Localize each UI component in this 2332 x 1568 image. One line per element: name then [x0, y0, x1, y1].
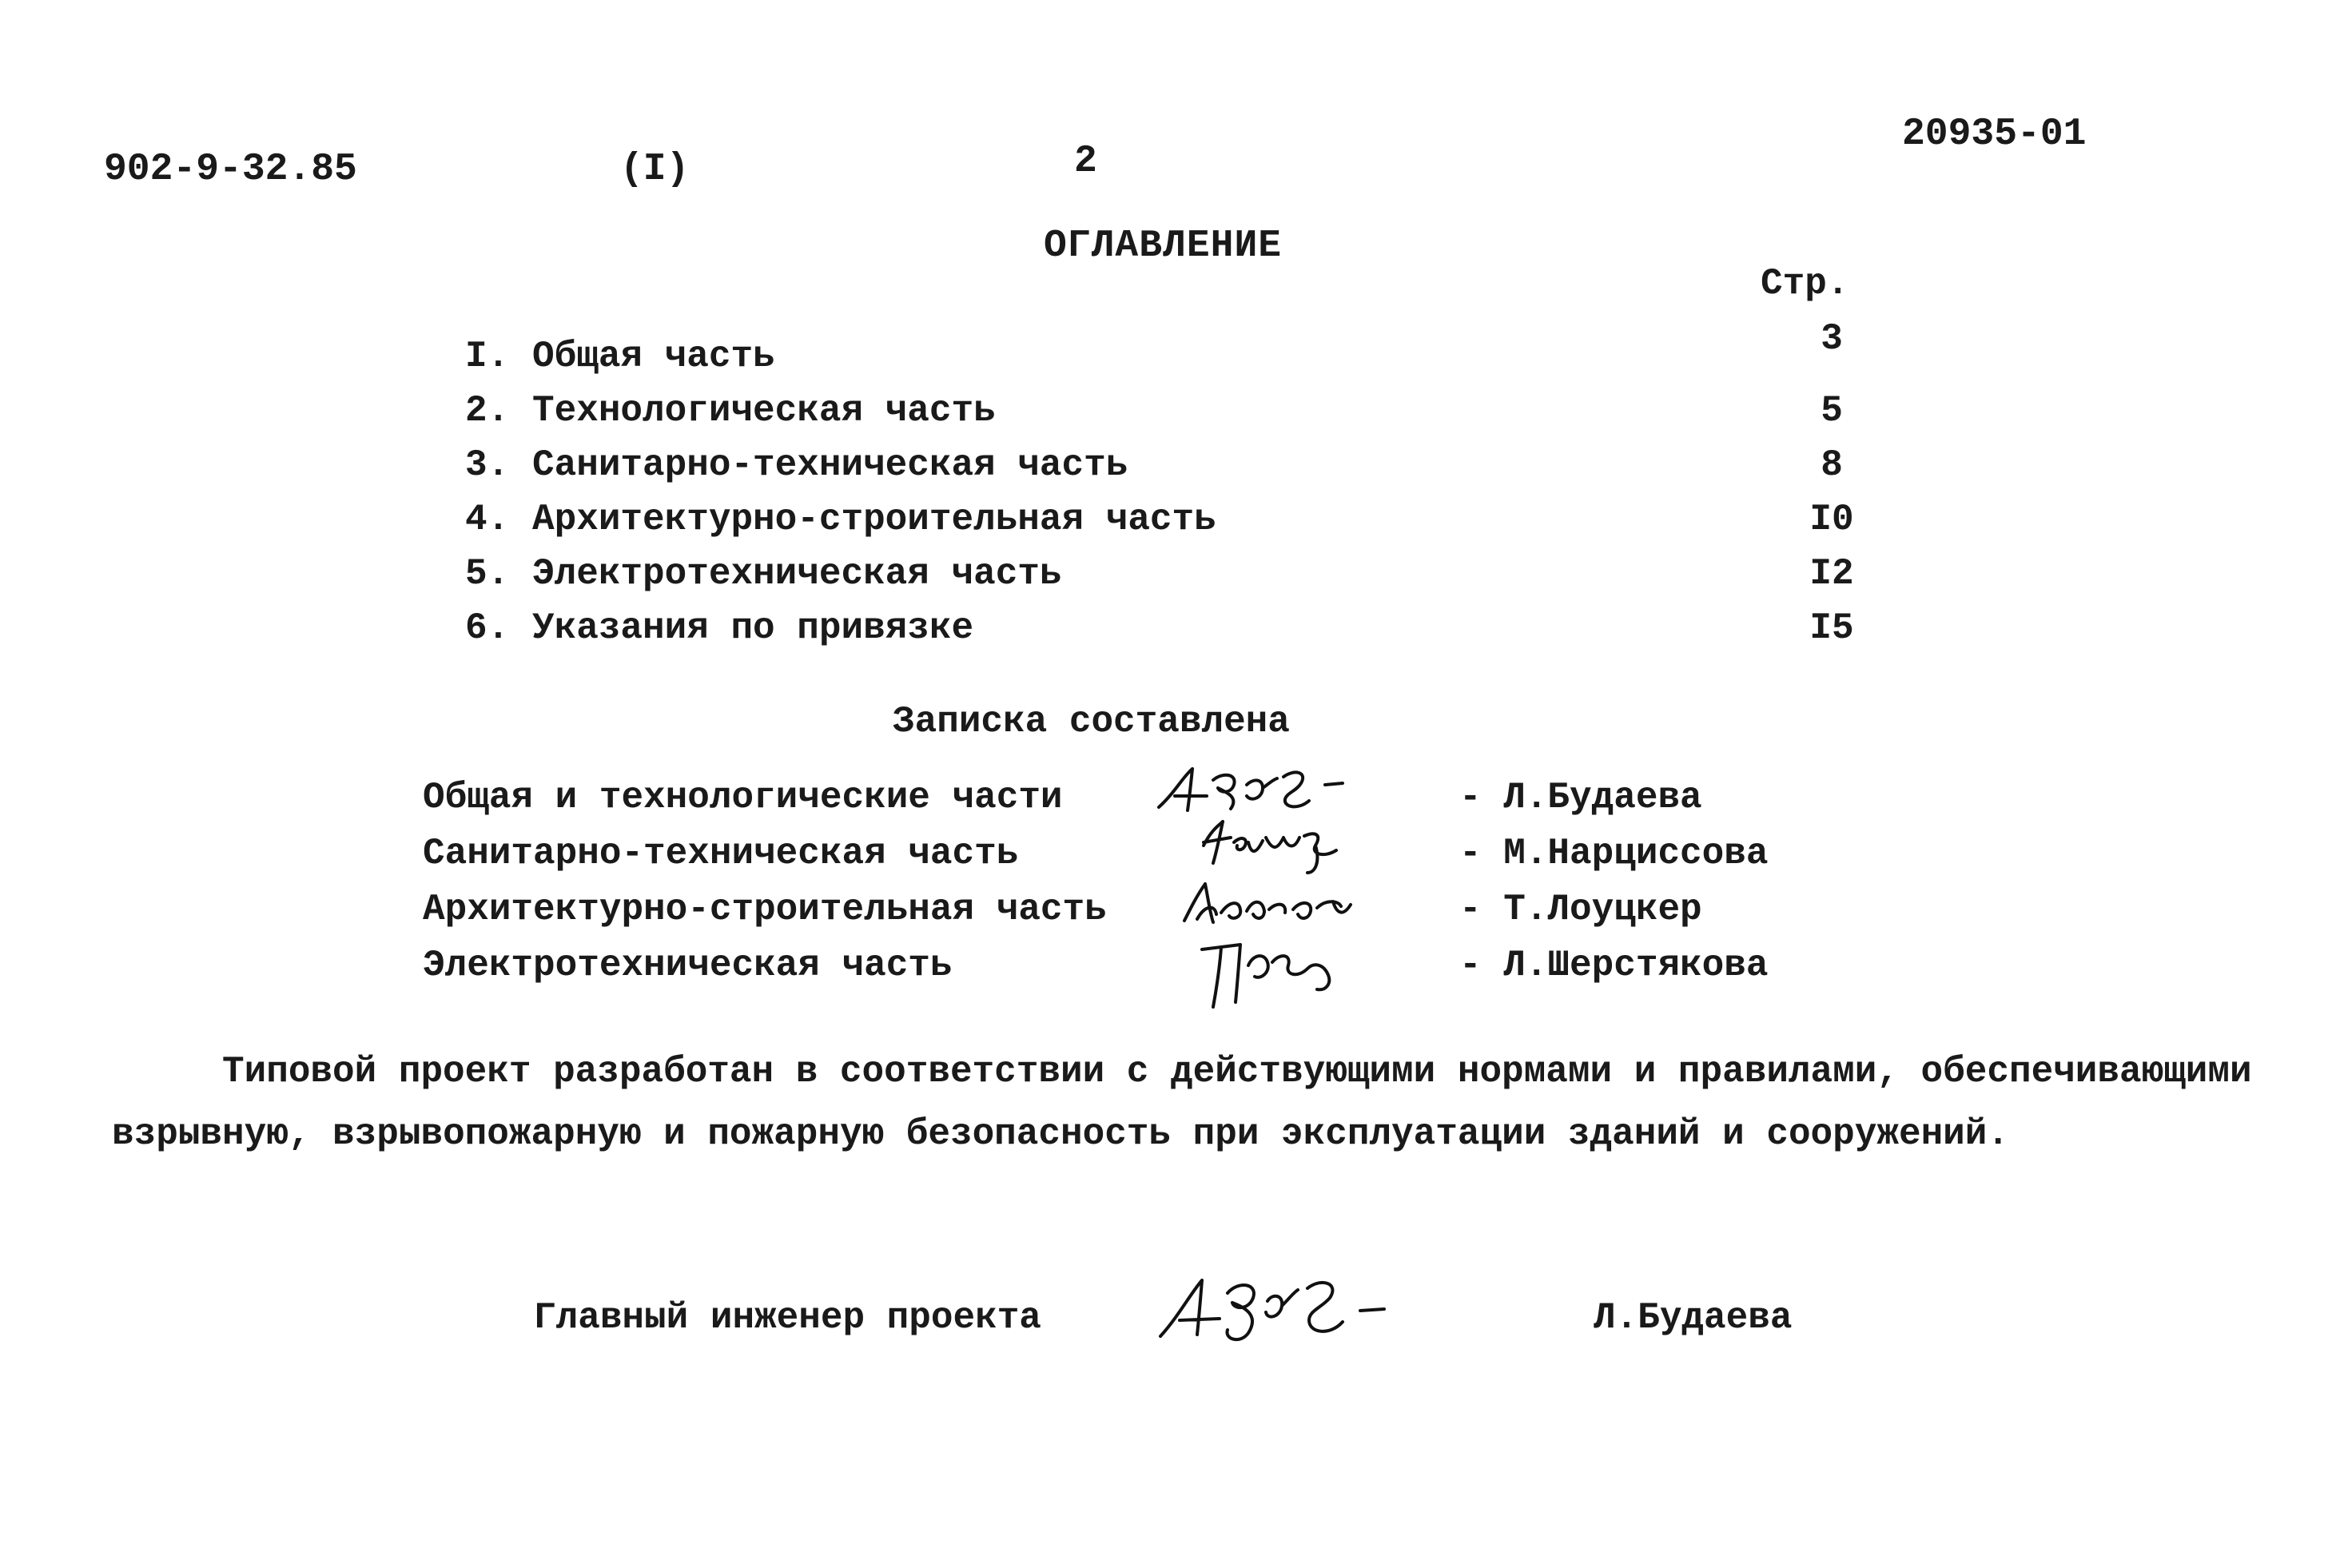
toc-item-title: Технологическая часть — [532, 390, 996, 432]
toc-item-number: I. — [465, 336, 510, 377]
author-name: - М.Нарциссова — [1459, 833, 1769, 874]
toc-item — [465, 390, 1904, 444]
chief-engineer-name: Л.Будаева — [1594, 1297, 1793, 1339]
toc-title: ОГЛАВЛЕНИЕ — [1044, 225, 1283, 268]
statement-line-2: взрывную, взрывопожарную и пожарную безопасность при эксплуатации зданий и сооружений. — [112, 1113, 2009, 1155]
toc-item-title: Санитарно-техническая часть — [532, 444, 1128, 486]
toc-item — [465, 499, 1904, 553]
toc-item-page: I5 — [1809, 607, 1854, 649]
author-part: Архитектурно-строительная часть — [423, 889, 1107, 930]
author-name: - Т.Лоуцкер — [1459, 889, 1702, 930]
author-part: Общая и технологические части — [423, 777, 1063, 818]
author-row — [423, 777, 1861, 833]
toc-item — [465, 444, 1904, 499]
signature-loutsker — [1173, 873, 1389, 937]
toc-item — [465, 553, 1904, 607]
album-number: (I) — [620, 148, 690, 191]
toc-item — [465, 318, 1904, 390]
toc-item-page: I0 — [1809, 499, 1854, 540]
toc-item-number: 5. — [465, 553, 510, 595]
project-designation: 902-9-32.85 — [104, 148, 357, 191]
signature-nartsissova — [1196, 814, 1379, 878]
authors-heading: Записка составлена — [893, 701, 1290, 742]
author-part: Санитарно-техническая часть — [423, 833, 1019, 874]
toc-item-page: 5 — [1821, 390, 1843, 432]
author-name: - Л.Шерстякова — [1459, 945, 1769, 986]
author-row — [423, 945, 1861, 1001]
toc-item-page: I2 — [1809, 553, 1854, 595]
toc-item-title: Указания по привязке — [532, 607, 974, 649]
signature-sherstyakova — [1192, 933, 1384, 1013]
toc-item-page: 8 — [1821, 444, 1843, 486]
archive-number: 20935-01 — [1902, 113, 2087, 156]
toc-item-title: Архитектурно-строительная часть — [532, 499, 1216, 540]
toc-item-number: 3. — [465, 444, 510, 486]
toc-item-number: 4. — [465, 499, 510, 540]
statement-line-1: Типовой проект разработан в соответствии с действующими нормами и правилами, обеспечивающими — [222, 1051, 2252, 1092]
toc-item-number: 2. — [465, 390, 510, 432]
page-number: 2 — [1074, 140, 1097, 183]
author-part: Электротехническая часть — [423, 945, 953, 986]
author-row — [423, 889, 1861, 945]
toc-page-column-label: Стр. — [1761, 263, 1849, 304]
toc-item-number: 6. — [465, 607, 510, 649]
toc-item-page: 3 — [1821, 318, 1843, 360]
toc-item-title: Общая часть — [532, 336, 775, 377]
author-row — [423, 833, 1861, 889]
toc-item — [465, 607, 1904, 662]
author-name: - Л.Будаева — [1459, 777, 1702, 818]
signature-chief-engineer — [1151, 1269, 1407, 1357]
chief-engineer-role: Главный инженер проекта — [534, 1297, 1041, 1339]
toc-item-title: Электротехническая часть — [532, 553, 1062, 595]
